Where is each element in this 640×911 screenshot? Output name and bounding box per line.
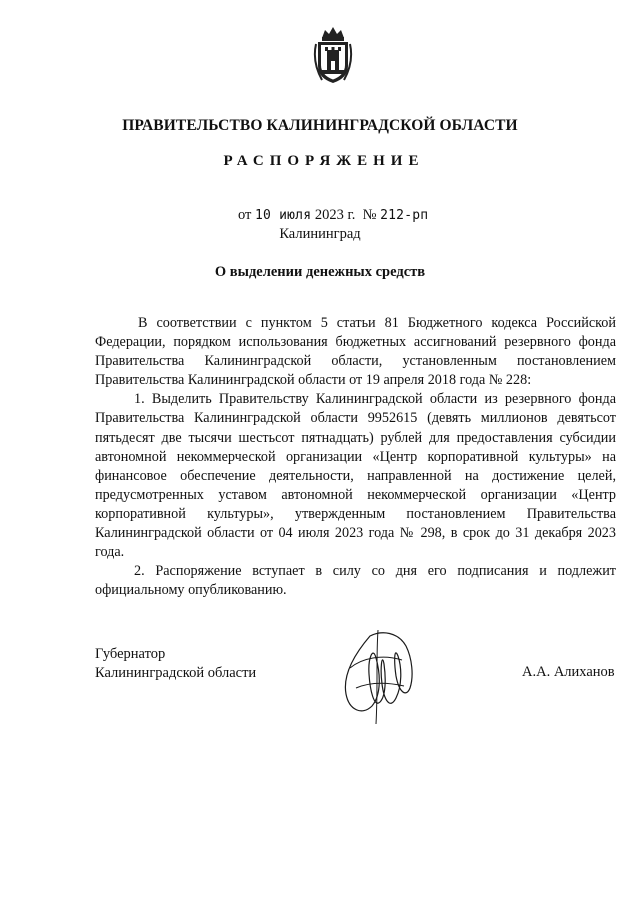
position-line-1: Губернатор: [95, 646, 166, 662]
city-name: Калининград: [279, 226, 361, 242]
handwritten-number: 212-рп: [380, 208, 429, 223]
coat-of-arms-emblem: [312, 24, 354, 86]
document-type-heading: РАСПОРЯЖЕНИЕ: [223, 153, 425, 169]
date-prefix: от: [238, 207, 252, 223]
item-1-paragraph: 1. Выделить Правительству Калининградской области из резервного фонда Правительства Калининградской области 9952615 (девять миллионов девятьсот пятьдесят две тысячи шестьсот пятнадцать) рублей для предоставления субсидии автономной некоммерческой организации «Центр корпоративной культуры» на финансовое обеспечение деятельности, направленной на достижение целей, предусмотренных уставом автономной некоммерческой организации «Центр корпоративной культуры», утвержденным постановлением Правительства Калининградской области от 04 июля 2023 года № 298, в срок до 31 декабря 2023 года.: [95, 391, 616, 561]
number-sign: №: [362, 207, 377, 223]
handwritten-date: 10 июля: [255, 208, 312, 223]
position-line-2: Калининградской области: [95, 665, 257, 681]
document-body: [95, 314, 616, 600]
item-2-paragraph: 2. Распоряжение вступает в силу со дня его подписания и подлежит официальному опубликованию.: [95, 563, 616, 599]
date-number-line: [238, 207, 428, 224]
date-year: 2023 г.: [314, 207, 356, 223]
document-subject: О выделении денежных средств: [214, 264, 426, 280]
handwritten-signature: [336, 628, 416, 728]
signatory-position: [95, 645, 256, 683]
government-title: ПРАВИТЕЛЬСТВО КАЛИНИНГРАДСКОЙ ОБЛАСТИ: [122, 117, 518, 134]
signatory-name: А.А. Алиханов: [522, 664, 615, 680]
preamble-paragraph: В соответствии с пунктом 5 статьи 81 Бюджетного кодекса Российской Федерации, порядком использования бюджетных ассигнований резервного фонда Правительства Калининградской области, установленным постановлением Правительства Калининградской области от 19 апреля 2018 года № 228:: [95, 315, 616, 389]
